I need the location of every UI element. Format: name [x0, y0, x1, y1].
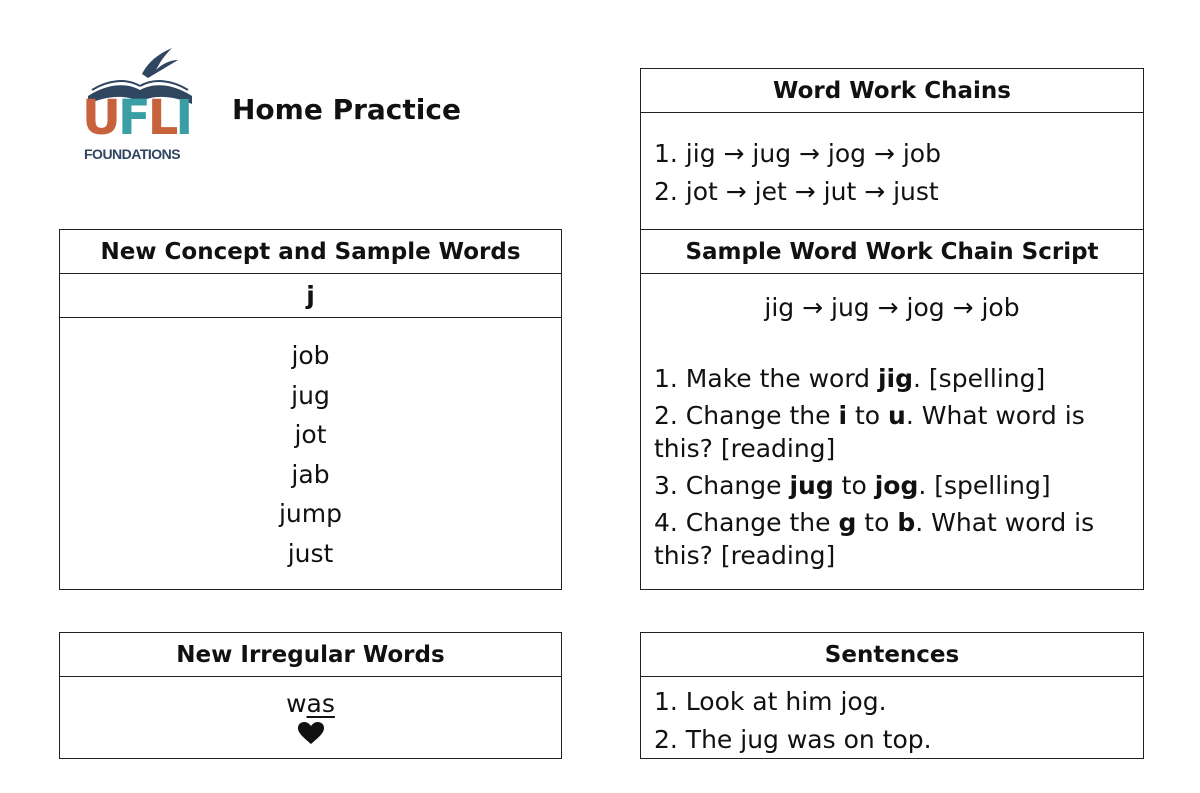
sample-words-list — [60, 318, 561, 573]
script-step: 4. Change the g to b. What word is this? [reading] — [654, 508, 1095, 570]
new-concept-box — [59, 229, 562, 590]
script-step: 3. Change jug to jog. [spelling] — [654, 471, 1051, 500]
heart-icon — [297, 721, 325, 745]
sample-script-title: Sample Word Work Chain Script — [641, 230, 1143, 274]
word-work-chains-box — [640, 68, 1144, 231]
sample-word: jab — [291, 459, 330, 489]
chain-item: 1. jig → jug → jog → job — [654, 139, 941, 168]
script-step: 2. Change the i to u. What word is this? [reading] — [654, 401, 1085, 463]
sentence-item: 1. Look at him jog. — [654, 687, 887, 716]
logo-wordmark: UFLI — [82, 90, 191, 146]
concept-letter: j — [60, 274, 561, 318]
irregular-words-box — [59, 632, 562, 759]
script-chain: jig → jug → jog → job — [764, 293, 1020, 322]
new-concept-title: New Concept and Sample Words — [60, 230, 561, 274]
sample-word: job — [291, 341, 330, 370]
word-work-chains-list — [641, 113, 1143, 211]
sentences-box — [640, 632, 1144, 759]
sentence-item: 2. The jug was on top. — [654, 725, 932, 754]
irregular-words-title: New Irregular Words — [60, 633, 561, 677]
logo-subtitle: FOUNDATIONS — [84, 146, 181, 162]
sample-word: jug — [291, 380, 330, 410]
irregular-word: was — [286, 689, 335, 718]
script-steps — [641, 328, 1143, 572]
sentences-list — [641, 677, 1143, 759]
sample-script-box — [640, 229, 1144, 590]
script-step: 1. Make the word jig. [spelling] — [654, 364, 1046, 393]
ufli-logo — [82, 44, 200, 166]
chain-item: 2. jot → jet → jut → just — [654, 177, 939, 206]
sample-word: just — [287, 538, 334, 568]
sentences-title: Sentences — [641, 633, 1143, 677]
word-work-chains-title: Word Work Chains — [641, 69, 1143, 113]
sample-word: jot — [294, 420, 327, 449]
sample-word: jump — [278, 499, 342, 528]
page-title: Home Practice — [232, 93, 461, 126]
